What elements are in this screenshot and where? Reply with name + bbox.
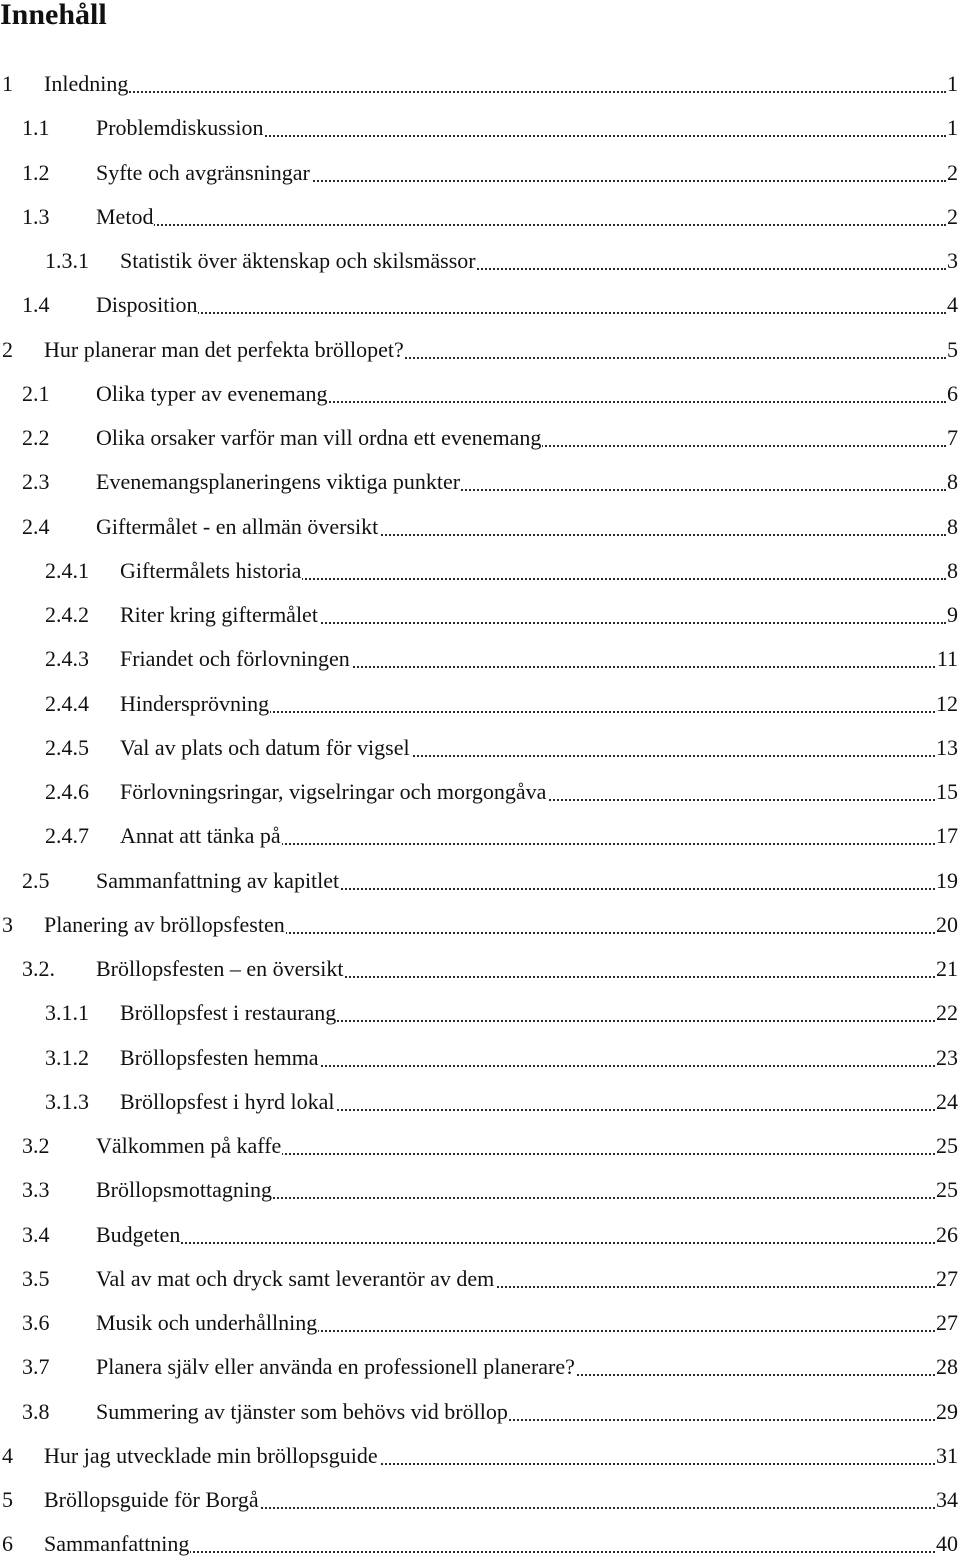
toc-entry[interactable] [0, 949, 960, 989]
toc-entry-page: 4 [946, 285, 958, 325]
toc-entry-title: Planering av bröllopsfesten [44, 905, 286, 945]
toc-entry-page: 7 [946, 418, 958, 458]
toc-entry[interactable] [0, 1126, 960, 1166]
toc-entry-number: 2 [2, 330, 13, 370]
toc-entry-title: Val av plats och datum för vigsel [120, 728, 411, 768]
toc-entry[interactable] [0, 1480, 960, 1520]
toc-entry[interactable] [0, 1347, 960, 1387]
dot-leader [106, 224, 946, 226]
toc-entry[interactable] [0, 330, 960, 370]
toc-entry-title: Bröllopsmottagning [96, 1170, 273, 1210]
toc-entry-number: 1.3 [22, 197, 50, 237]
toc-entry-page: 5 [946, 330, 958, 370]
toc-heading: Innehåll [0, 0, 107, 31]
toc-entry-title: Disposition [96, 285, 198, 325]
toc-entry-title: Statistik över äktenskap och skilsmässor [120, 241, 477, 281]
toc-entry-page: 27 [935, 1303, 958, 1343]
toc-entry[interactable] [0, 595, 960, 635]
toc-entry[interactable] [0, 374, 960, 414]
toc-entry-title: Evenemangsplaneringens viktiga punkter [96, 462, 461, 502]
toc-entry-page: 1 [946, 64, 958, 104]
toc-entry-number: 2.4.6 [45, 772, 89, 812]
toc-entry-page: 28 [935, 1347, 958, 1387]
toc-entry-title: Summering av tjänster som behövs vid bröllop [96, 1392, 509, 1432]
toc-entry[interactable] [0, 551, 960, 591]
toc-entry-number: 2.4.3 [45, 639, 89, 679]
toc-entry-page: 8 [946, 462, 958, 502]
toc-entry-title: Riter kring giftermålet [120, 595, 319, 635]
toc-entry-title: Hindersprövning [120, 684, 270, 724]
toc-entry-page: 31 [935, 1436, 958, 1476]
toc-entry[interactable] [0, 905, 960, 945]
toc-entry-number: 2.5 [22, 861, 50, 901]
toc-entry-number: 3.7 [22, 1347, 50, 1387]
toc-entry-page: 26 [935, 1215, 958, 1255]
toc-entry-page: 2 [946, 197, 958, 237]
toc-entry-number: 3.3 [22, 1170, 50, 1210]
toc-entry-title: Förlovningsringar, vigselringar och morgongåva [120, 772, 547, 812]
toc-entry-title: Sammanfattning av kapitlet [96, 861, 340, 901]
toc-entry-page: 19 [935, 861, 958, 901]
toc-entry-number: 2.4.2 [45, 595, 89, 635]
toc-entry-page: 23 [935, 1038, 958, 1078]
toc-entry-title: Annat att tänka på [120, 816, 282, 856]
toc-entry[interactable] [0, 1392, 960, 1432]
toc-entry-title: Budgeten [96, 1215, 181, 1255]
toc-entry-number: 2.4.1 [45, 551, 89, 591]
toc-entry-title: Planera själv eller använda en professionell planerare? [96, 1347, 576, 1387]
toc-entry-number: 3.8 [22, 1392, 50, 1432]
toc-entry-title: Olika typer av evenemang [96, 374, 329, 414]
toc-entry-number: 1 [2, 64, 13, 104]
toc-entry-number: 4 [2, 1436, 13, 1476]
toc-entry[interactable] [0, 861, 960, 901]
toc-entry-number: 3.1.2 [45, 1038, 89, 1078]
toc-entry-title: Musik och underhållning [96, 1303, 318, 1343]
toc-entry-page: 17 [935, 816, 958, 856]
toc-entry-title: Bröllopsguide för Borgå [44, 1480, 260, 1520]
toc-entry-page: 2 [946, 153, 958, 193]
toc-entry[interactable] [0, 1436, 960, 1476]
toc-entry-title: Olika orsaker varför man vill ordna ett evenemang [96, 418, 542, 458]
toc-entry-title: Välkommen på kaffe [96, 1126, 282, 1166]
toc-entry-number: 1.3.1 [45, 241, 89, 281]
toc-entry-number: 2.4.5 [45, 728, 89, 768]
toc-entry-number: 2.4.4 [45, 684, 89, 724]
toc-entry[interactable] [0, 462, 960, 502]
toc-entry[interactable] [0, 1259, 960, 1299]
toc-entry-page: 8 [946, 507, 958, 547]
toc-entry-page: 6 [946, 374, 958, 414]
toc-entry-title: Bröllopsfest i hyrd lokal [120, 1082, 335, 1122]
toc-entry[interactable] [0, 197, 960, 237]
toc-entry[interactable] [0, 993, 960, 1033]
toc-entry-page: 22 [935, 993, 958, 1033]
toc-entry-number: 2.3 [22, 462, 50, 502]
toc-entry-number: 3.2. [22, 949, 55, 989]
toc-entry[interactable] [0, 285, 960, 325]
dot-leader [54, 91, 946, 93]
toc-entry-page: 1 [946, 108, 958, 148]
toc-entry[interactable] [0, 1082, 960, 1122]
toc-entry-title: Bröllopsfest i restaurang [120, 993, 337, 1033]
toc-entry-number: 3.6 [22, 1303, 50, 1343]
toc-entry-page: 9 [946, 595, 958, 635]
toc-entry[interactable] [0, 728, 960, 768]
toc-entry-number: 6 [2, 1524, 13, 1564]
toc-entry-title: Giftermålet - en allmän översikt [96, 507, 379, 547]
toc-entry-number: 3.1.3 [45, 1082, 89, 1122]
toc-entry-title: Hur planerar man det perfekta bröllopet? [44, 330, 405, 370]
toc-entry-number: 5 [2, 1480, 13, 1520]
toc-entry-title: Problemdiskussion [96, 108, 264, 148]
toc-entry-page: 40 [935, 1524, 958, 1564]
toc-entry-page: 34 [935, 1480, 958, 1520]
toc-entry[interactable] [0, 1215, 960, 1255]
toc-entry-number: 3.1.1 [45, 993, 89, 1033]
toc-entry-title: Bröllopsfesten hemma [120, 1038, 320, 1078]
toc-entry[interactable] [0, 1038, 960, 1078]
toc-entry[interactable] [0, 772, 960, 812]
toc-entry-number: 1.1 [22, 108, 50, 148]
toc-entry-page: 24 [935, 1082, 958, 1122]
toc-entry[interactable] [0, 108, 960, 148]
toc-entry-title: Syfte och avgränsningar [96, 153, 311, 193]
toc-entry-number: 3.2 [22, 1126, 50, 1166]
toc-entry[interactable] [0, 1170, 960, 1210]
toc-entry-title: Friandet och förlovningen [120, 639, 351, 679]
toc-entry[interactable] [0, 507, 960, 547]
toc-entry[interactable] [0, 1524, 960, 1564]
toc-entry-number: 3.5 [22, 1259, 50, 1299]
toc-entry-title: Metod [96, 197, 154, 237]
toc-entry-number: 3.4 [22, 1215, 50, 1255]
toc-entry-number: 2.4 [22, 507, 50, 547]
toc-entry-page: 15 [935, 772, 958, 812]
toc-entry-page: 11 [936, 639, 958, 679]
toc-entry-page: 21 [935, 949, 958, 989]
toc-entry-title: Giftermålets historia [120, 551, 302, 591]
toc-entry-page: 13 [935, 728, 958, 768]
toc-entry-number: 2.4.7 [45, 816, 89, 856]
toc-entry-page: 27 [935, 1259, 958, 1299]
toc-entry[interactable] [0, 684, 960, 724]
toc-entry-number: 1.4 [22, 285, 50, 325]
toc-entry[interactable] [0, 816, 960, 856]
toc-entry-number: 2.1 [22, 374, 50, 414]
toc-entry-number: 1.2 [22, 153, 50, 193]
toc-entry-title: Sammanfattning [44, 1524, 190, 1564]
toc-entry[interactable] [0, 64, 960, 104]
toc-entry-page: 12 [935, 684, 958, 724]
toc-entry-page: 25 [935, 1126, 958, 1166]
toc-entry[interactable] [0, 639, 960, 679]
toc-entry-number: 3 [2, 905, 13, 945]
dot-leader [106, 312, 946, 314]
toc-entry[interactable] [0, 241, 960, 281]
toc-entry-title: Val av mat och dryck samt leverantör av dem [96, 1259, 495, 1299]
toc-entry-page: 20 [935, 905, 958, 945]
dot-leader [106, 1242, 946, 1244]
toc-entry-page: 8 [946, 551, 958, 591]
toc-entry-title: Bröllopsfesten – en översikt [96, 949, 344, 989]
toc-entry[interactable] [0, 153, 960, 193]
toc-entry-page: 29 [935, 1392, 958, 1432]
toc-entry-title: Inledning [44, 64, 129, 104]
toc-entry-number: 2.2 [22, 418, 50, 458]
toc-entry[interactable] [0, 1303, 960, 1343]
toc-entry-title: Hur jag utvecklade min bröllopsguide [44, 1436, 379, 1476]
toc-entry-page: 3 [946, 241, 958, 281]
toc-entry-page: 25 [935, 1170, 958, 1210]
toc-entry[interactable] [0, 418, 960, 458]
